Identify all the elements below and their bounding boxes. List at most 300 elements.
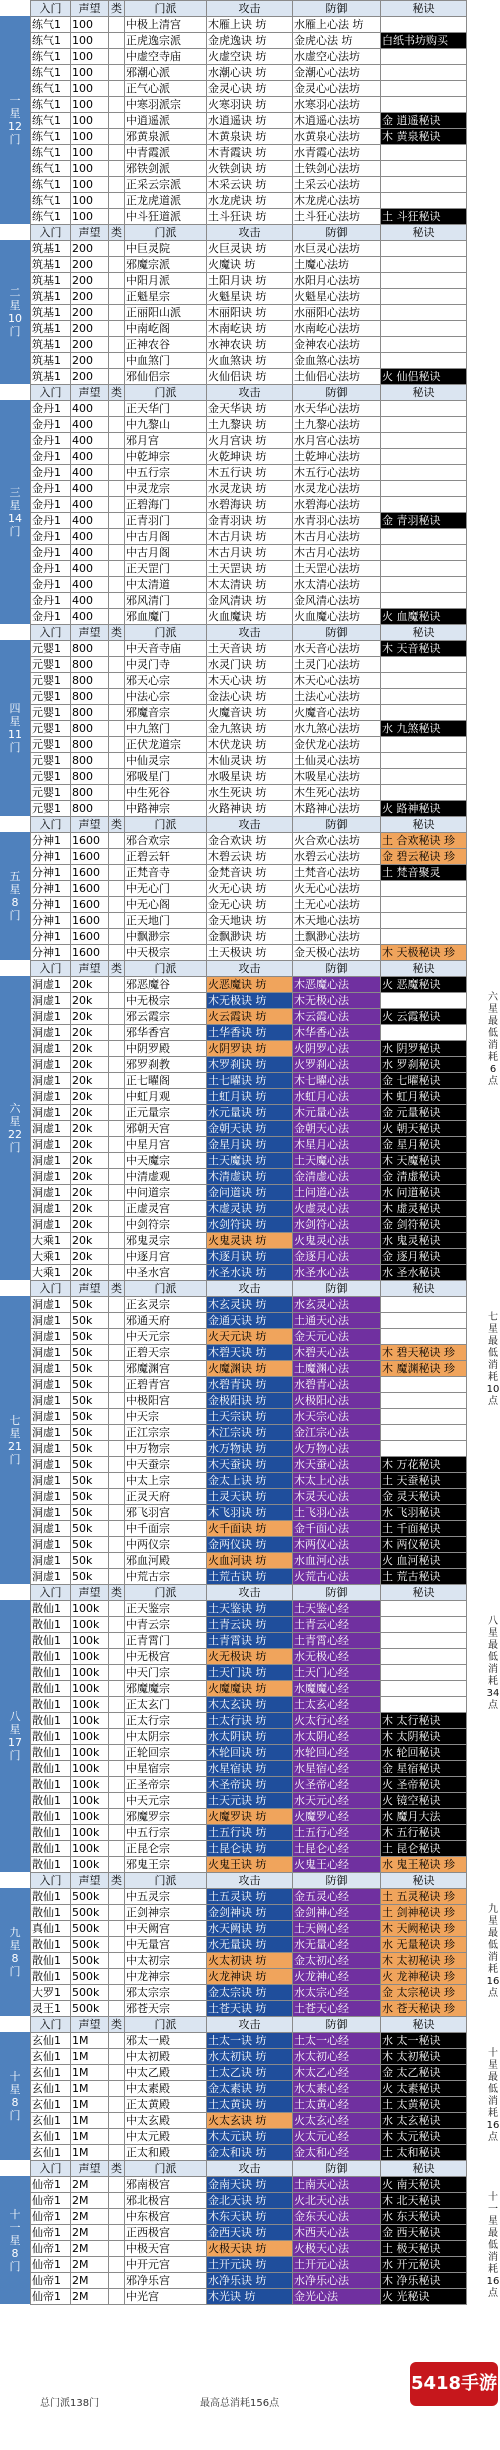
- table-cell: [109, 321, 125, 337]
- table-cell: 火鬼王心经: [293, 1857, 381, 1873]
- table-cell: 土天魔诀 坊: [207, 1153, 293, 1169]
- table-cell: 邪恶魔谷: [125, 977, 207, 993]
- table-cell: 400: [71, 465, 109, 481]
- table-cell: 土苍天心经: [293, 2001, 381, 2017]
- table-cell: 正江宗宗: [125, 1425, 207, 1441]
- table-cell: 100k: [71, 1601, 109, 1617]
- table-cell: 100k: [71, 1857, 109, 1873]
- table-cell: 火无心心法坊: [293, 881, 381, 897]
- table-cell: 木碧云诀 坊: [207, 849, 293, 865]
- table-row: [31, 737, 467, 753]
- table-cell: 散仙1: [31, 1953, 71, 1969]
- table-cell: 火恶魔诀 坊: [207, 977, 293, 993]
- table-cell: [109, 1697, 125, 1713]
- table-cell: 400: [71, 577, 109, 593]
- table-cell: 中路神宗: [125, 801, 207, 817]
- table-cell: 中逍遥派: [125, 113, 207, 129]
- table-cell: 火合欢心法坊: [293, 833, 381, 849]
- table-cell: [381, 353, 467, 369]
- header-cell: 类: [109, 625, 125, 641]
- table-cell: 木元量心法: [293, 1105, 381, 1121]
- table-cell: 木 虹月秘诀: [381, 1089, 467, 1105]
- header-cell: 秘诀: [381, 225, 467, 241]
- table-cell: [381, 753, 467, 769]
- table-cell: 元婴1: [31, 785, 71, 801]
- table-cell: 400: [71, 609, 109, 625]
- star-band-label: 七星21门: [8, 1414, 22, 1466]
- table-cell: 火魔诀 坊: [207, 257, 293, 273]
- table-cell: 中飘渺宗: [125, 929, 207, 945]
- header-cell: 防御: [293, 1281, 381, 1297]
- table-cell: [381, 81, 467, 97]
- table-cell: 火魁星心法坊: [293, 289, 381, 305]
- header-cell: 门派: [125, 225, 207, 241]
- table-row: [31, 2225, 467, 2241]
- table-cell: 散仙1: [31, 1729, 71, 1745]
- table-cell: 邪太宗宗: [125, 1985, 207, 2001]
- table-cell: [109, 1265, 125, 1281]
- table-cell: [109, 2193, 125, 2209]
- table-row: [31, 113, 467, 129]
- table-cell: 金法心诀 坊: [207, 689, 293, 705]
- table-cell: 邪天心宗: [125, 673, 207, 689]
- table-cell: 洞虚1: [31, 1313, 71, 1329]
- header-cell: 门派: [125, 2161, 207, 2177]
- table-cell: 水吸星诀 坊: [207, 769, 293, 785]
- table-cell: 邪净乐宫: [125, 2273, 207, 2289]
- table-cell: 火鬼灵心法: [293, 1233, 381, 1249]
- table-cell: 水剑符心法: [293, 1217, 381, 1233]
- table-cell: 2M: [71, 2225, 109, 2241]
- table-cell: [109, 289, 125, 305]
- table-cell: 金千面心法: [293, 1521, 381, 1537]
- table-cell: 木伏龙诀 坊: [207, 737, 293, 753]
- table-row: [31, 17, 467, 33]
- table-row: [31, 1233, 467, 1249]
- header-cell: 秘诀: [381, 625, 467, 641]
- table-cell: 水太初诀 坊: [207, 2049, 293, 2065]
- table-cell: 中法心宗: [125, 689, 207, 705]
- star-section: [0, 624, 500, 816]
- header-cell: 攻击: [207, 961, 293, 977]
- header-cell: 门派: [125, 961, 207, 977]
- table-cell: 仙帝1: [31, 2177, 71, 2193]
- table-cell: 仙帝1: [31, 2273, 71, 2289]
- table-cell: 水碧云心法坊: [293, 849, 381, 865]
- table-cell: [109, 33, 125, 49]
- table-cell: [109, 497, 125, 513]
- table-cell: 金青羽诀 坊: [207, 513, 293, 529]
- table-cell: 土天元诀 坊: [207, 1793, 293, 1809]
- table-cell: 水太阴心经: [293, 1729, 381, 1745]
- table-cell: [109, 1921, 125, 1937]
- table-cell: [109, 1953, 125, 1969]
- table-cell: 800: [71, 673, 109, 689]
- table-cell: [381, 705, 467, 721]
- table-cell: 正昆仑宗: [125, 1841, 207, 1857]
- table-cell: 木天心诀 坊: [207, 673, 293, 689]
- table-cell: 2M: [71, 2241, 109, 2257]
- table-cell: [381, 241, 467, 257]
- header-cell: 门派: [125, 385, 207, 401]
- table-cell: [109, 2289, 125, 2305]
- table-cell: 大罗1: [31, 1985, 71, 2001]
- table-cell: [109, 2065, 125, 2081]
- table-cell: 木古月心法坊: [293, 545, 381, 561]
- header-row: [31, 817, 467, 833]
- table-cell: [109, 753, 125, 769]
- table-cell: [109, 337, 125, 353]
- table-cell: [109, 593, 125, 609]
- table-cell: 火乾坤诀 坊: [207, 449, 293, 465]
- table-cell: 正灵天府: [125, 1489, 207, 1505]
- table-cell: 20k: [71, 1025, 109, 1041]
- table-cell: 土 太和秘诀: [381, 2145, 467, 2161]
- table-cell: [109, 513, 125, 529]
- table-cell: 木 天极秘诀 珍: [381, 945, 467, 961]
- table-cell: 仙帝1: [31, 2289, 71, 2305]
- table-cell: 800: [71, 801, 109, 817]
- table-cell: 土太一心经: [293, 2033, 381, 2049]
- table-row: [31, 673, 467, 689]
- table-cell: 中无量宫: [125, 1937, 207, 1953]
- header-cell: 攻击: [207, 1585, 293, 1601]
- table-cell: 火鬼灵诀 坊: [207, 1233, 293, 1249]
- table-row: [31, 129, 467, 145]
- table-cell: 火魔音心法坊: [293, 705, 381, 721]
- table-cell: [109, 1377, 125, 1393]
- table-row: [31, 81, 467, 97]
- table-cell: [109, 609, 125, 625]
- table-cell: 100k: [71, 1809, 109, 1825]
- table-cell: 木丽阳诀 坊: [207, 305, 293, 321]
- min-cost-note: 十星最低消耗16点: [486, 2048, 500, 2143]
- table-cell: 金 逍遥秘诀: [381, 113, 467, 129]
- table-cell: 1600: [71, 881, 109, 897]
- header-cell: 门派: [125, 1873, 207, 1889]
- table-row: [31, 97, 467, 113]
- table-cell: 邪飞羽宫: [125, 1505, 207, 1521]
- table-cell: 土斗狂诀 坊: [207, 209, 293, 225]
- table-cell: 水净乐心法: [293, 2273, 381, 2289]
- table-row: [31, 1089, 467, 1105]
- table-cell: 木 魔渊秘诀 珍: [381, 1361, 467, 1377]
- table-cell: 正伏龙道宗: [125, 737, 207, 753]
- table-cell: [109, 2033, 125, 2049]
- table-row: [31, 1425, 467, 1441]
- table-row: [31, 1969, 467, 1985]
- table-cell: 木天地心法坊: [293, 913, 381, 929]
- table-cell: [109, 1505, 125, 1521]
- table-row: [31, 1137, 467, 1153]
- table-cell: 土荒古诀 坊: [207, 1569, 293, 1585]
- table-cell: 筑基1: [31, 337, 71, 353]
- table-row: [31, 833, 467, 849]
- header-cell: 入门: [31, 1281, 71, 1297]
- table-row: [31, 2289, 467, 2305]
- table-cell: [109, 529, 125, 545]
- table-cell: 洞虚1: [31, 1441, 71, 1457]
- table-row: [31, 1025, 467, 1041]
- table-cell: 邪云霞宗: [125, 1009, 207, 1025]
- table-cell: 洞虚1: [31, 1025, 71, 1041]
- table-cell: [109, 1297, 125, 1313]
- header-cell: 秘诀: [381, 385, 467, 401]
- table-cell: 水天音心法坊: [293, 641, 381, 657]
- table-cell: 400: [71, 513, 109, 529]
- table-cell: 邪太一殿: [125, 2033, 207, 2049]
- table-cell: 800: [71, 705, 109, 721]
- table-row: [31, 865, 467, 881]
- table-cell: 金丹1: [31, 449, 71, 465]
- table-cell: 金天华诀 坊: [207, 401, 293, 417]
- table-cell: [109, 1201, 125, 1217]
- table-cell: 练气1: [31, 33, 71, 49]
- table-cell: 练气1: [31, 193, 71, 209]
- table-row: [31, 241, 467, 257]
- table-cell: 中南屹阁: [125, 321, 207, 337]
- table-cell: [109, 2209, 125, 2225]
- table-cell: 金丹1: [31, 513, 71, 529]
- table-cell: 大乘1: [31, 1233, 71, 1249]
- table-cell: [109, 1601, 125, 1617]
- table-cell: 洞虚1: [31, 1457, 71, 1473]
- table-cell: [381, 305, 467, 321]
- sect-table: [30, 2160, 467, 2305]
- table-cell: 土太行诀 坊: [207, 1713, 293, 1729]
- table-cell: 木两仪心法: [293, 1537, 381, 1553]
- table-cell: 中太元殿: [125, 2129, 207, 2145]
- table-cell: 20k: [71, 1249, 109, 1265]
- table-cell: 中太清道: [125, 577, 207, 593]
- star-section: [0, 816, 500, 960]
- sect-table: [30, 0, 467, 225]
- table-cell: 洞虚1: [31, 1057, 71, 1073]
- table-cell: [109, 1569, 125, 1585]
- table-cell: 100: [71, 97, 109, 113]
- table-cell: 水 轮回秘诀: [381, 1745, 467, 1761]
- star-band: [0, 1600, 30, 1872]
- table-cell: 邪北极宫: [125, 2193, 207, 2209]
- table-cell: 火铁剑诀 坊: [207, 161, 293, 177]
- table-cell: 1M: [71, 2033, 109, 2049]
- table-row: [31, 273, 467, 289]
- table-cell: 邪合欢宗: [125, 833, 207, 849]
- table-cell: 火仙侣诀 坊: [207, 369, 293, 385]
- table-cell: [109, 929, 125, 945]
- table-cell: [109, 1905, 125, 1921]
- table-cell: 练气1: [31, 113, 71, 129]
- table-cell: [381, 657, 467, 673]
- table-cell: 金 碧云秘诀 珍: [381, 849, 467, 865]
- table-cell: 正七曜阁: [125, 1073, 207, 1089]
- table-cell: 金东天心法: [293, 2209, 381, 2225]
- table-row: [31, 993, 467, 1009]
- table-cell: [109, 1713, 125, 1729]
- star-section: [0, 960, 500, 1280]
- table-cell: 水生死诀 坊: [207, 785, 293, 801]
- table-row: [31, 2129, 467, 2145]
- table-cell: 元婴1: [31, 673, 71, 689]
- table-row: [31, 353, 467, 369]
- table-cell: 水神农诀 坊: [207, 337, 293, 353]
- table-cell: 筑基1: [31, 305, 71, 321]
- table-cell: 50k: [71, 1345, 109, 1361]
- star-section: [0, 2016, 500, 2160]
- table-cell: 2M: [71, 2289, 109, 2305]
- table-cell: 土 天蚕秘诀: [381, 1473, 467, 1489]
- table-cell: 火万物心法: [293, 1441, 381, 1457]
- table-cell: 洞虚1: [31, 1393, 71, 1409]
- table-cell: 火魔罗心经: [293, 1809, 381, 1825]
- table-cell: 木 太行秘诀: [381, 1713, 467, 1729]
- table-cell: 土苍天诀 坊: [207, 2001, 293, 2017]
- table-cell: 木碧天心法: [293, 1345, 381, 1361]
- table-cell: 木 黄泉秘诀: [381, 129, 467, 145]
- table-cell: 练气1: [31, 97, 71, 113]
- table-cell: 邪魔魔宗: [125, 1681, 207, 1697]
- table-cell: 400: [71, 529, 109, 545]
- table-cell: [109, 177, 125, 193]
- table-cell: 土阳月诀 坊: [207, 273, 293, 289]
- table-cell: [381, 145, 467, 161]
- table-row: [31, 2177, 467, 2193]
- table-cell: [381, 1025, 467, 1041]
- table-cell: 金灵心心法坊: [293, 81, 381, 97]
- table-cell: 邪仙侣宗: [125, 369, 207, 385]
- table-row: [31, 2049, 467, 2065]
- table-cell: [109, 369, 125, 385]
- table-cell: [109, 1489, 125, 1505]
- table-cell: 正天华门: [125, 401, 207, 417]
- header-cell: 秘诀: [381, 1873, 467, 1889]
- header-row: [31, 961, 467, 977]
- table-cell: 火太行心经: [293, 1713, 381, 1729]
- table-cell: 50k: [71, 1505, 109, 1521]
- table-cell: 元婴1: [31, 769, 71, 785]
- table-row: [31, 2241, 467, 2257]
- table-cell: 火 朝天秘诀: [381, 1121, 467, 1137]
- table-cell: 火魔魔诀 坊: [207, 1681, 293, 1697]
- table-cell: 20k: [71, 1265, 109, 1281]
- table-row: [31, 1169, 467, 1185]
- table-cell: 洞虚1: [31, 1185, 71, 1201]
- table-cell: 散仙1: [31, 1745, 71, 1761]
- table-cell: [109, 1073, 125, 1089]
- table-cell: 水轮回心经: [293, 1745, 381, 1761]
- table-cell: [109, 1537, 125, 1553]
- sect-table: [30, 384, 467, 625]
- table-cell: 正魁星宗: [125, 289, 207, 305]
- table-cell: 20k: [71, 1041, 109, 1057]
- table-cell: 中九黎山: [125, 417, 207, 433]
- table-cell: 水碧青诀 坊: [207, 1377, 293, 1393]
- table-cell: 正气心派: [125, 81, 207, 97]
- table-cell: 800: [71, 769, 109, 785]
- header-cell: 声望: [71, 1585, 109, 1601]
- table-cell: 金太宗诀 坊: [207, 1985, 293, 2001]
- table-cell: 50k: [71, 1377, 109, 1393]
- table-cell: 金虎心法 坊: [293, 33, 381, 49]
- table-cell: 50k: [71, 1569, 109, 1585]
- table-cell: 水龙虎诀 坊: [207, 193, 293, 209]
- table-cell: 火龙神心经: [293, 1969, 381, 1985]
- table-cell: [381, 433, 467, 449]
- table-row: [31, 881, 467, 897]
- table-cell: [109, 193, 125, 209]
- table-cell: 500k: [71, 1937, 109, 1953]
- table-cell: 中五行宗: [125, 465, 207, 481]
- table-cell: 邪魔罗宗: [125, 1809, 207, 1825]
- table-cell: 土五行诀 坊: [207, 1825, 293, 1841]
- table-cell: 正天罡门: [125, 561, 207, 577]
- table-cell: 中清虚观: [125, 1169, 207, 1185]
- table-cell: 水碧青心法: [293, 1377, 381, 1393]
- table-cell: [109, 1857, 125, 1873]
- table-cell: 练气1: [31, 17, 71, 33]
- table-cell: 火 仙侣秘诀: [381, 369, 467, 385]
- table-cell: [381, 769, 467, 785]
- table-cell: 2M: [71, 2209, 109, 2225]
- header-cell: 防御: [293, 625, 381, 641]
- table-cell: 水青羽心法坊: [293, 513, 381, 529]
- table-cell: 20k: [71, 1201, 109, 1217]
- star-band-label: 一星12门: [8, 94, 22, 146]
- table-cell: 木光诀 坊: [207, 2289, 293, 2305]
- table-cell: 100k: [71, 1777, 109, 1793]
- table-cell: 玄仙1: [31, 2065, 71, 2081]
- table-row: [31, 705, 467, 721]
- table-cell: 洞虚1: [31, 1041, 71, 1057]
- table-cell: 金朝天心法: [293, 1121, 381, 1137]
- table-cell: 金星月诀 坊: [207, 1137, 293, 1153]
- table-cell: 金灵心诀 坊: [207, 81, 293, 97]
- table-cell: 散仙1: [31, 1601, 71, 1617]
- table-cell: [109, 433, 125, 449]
- table-cell: 50k: [71, 1409, 109, 1425]
- table-cell: 洞虚1: [31, 1345, 71, 1361]
- table-cell: [381, 897, 467, 913]
- star-band: [0, 1296, 30, 1584]
- table-row: [31, 417, 467, 433]
- table-cell: 土天鉴心经: [293, 1601, 381, 1617]
- table-cell: [109, 209, 125, 225]
- header-cell: 攻击: [207, 2017, 293, 2033]
- table-cell: 土太玄心经: [293, 1697, 381, 1713]
- table-cell: [381, 497, 467, 513]
- table-cell: 水 鬼灵秘诀: [381, 1233, 467, 1249]
- table-row: [31, 2097, 467, 2113]
- table-cell: 正元量宗: [125, 1105, 207, 1121]
- table-cell: 土昆仑心经: [293, 1841, 381, 1857]
- table-cell: [109, 561, 125, 577]
- table-row: [31, 2113, 467, 2129]
- table-cell: 土太乙诀 坊: [207, 2065, 293, 2081]
- table-cell: 水圣水心法: [293, 1265, 381, 1281]
- header-cell: 声望: [71, 1, 109, 17]
- header-cell: 类: [109, 385, 125, 401]
- table-cell: 金丹1: [31, 401, 71, 417]
- table-cell: [381, 1649, 467, 1665]
- table-cell: 木雁上诀 坊: [207, 17, 293, 33]
- table-cell: 土五灵诀 坊: [207, 1889, 293, 1905]
- header-cell: 攻击: [207, 385, 293, 401]
- table-cell: 水虹月心法: [293, 1089, 381, 1105]
- table-cell: 木 两仪秘诀: [381, 1537, 467, 1553]
- star-band: [0, 2032, 30, 2160]
- table-row: [31, 1297, 467, 1313]
- table-cell: [109, 2225, 125, 2241]
